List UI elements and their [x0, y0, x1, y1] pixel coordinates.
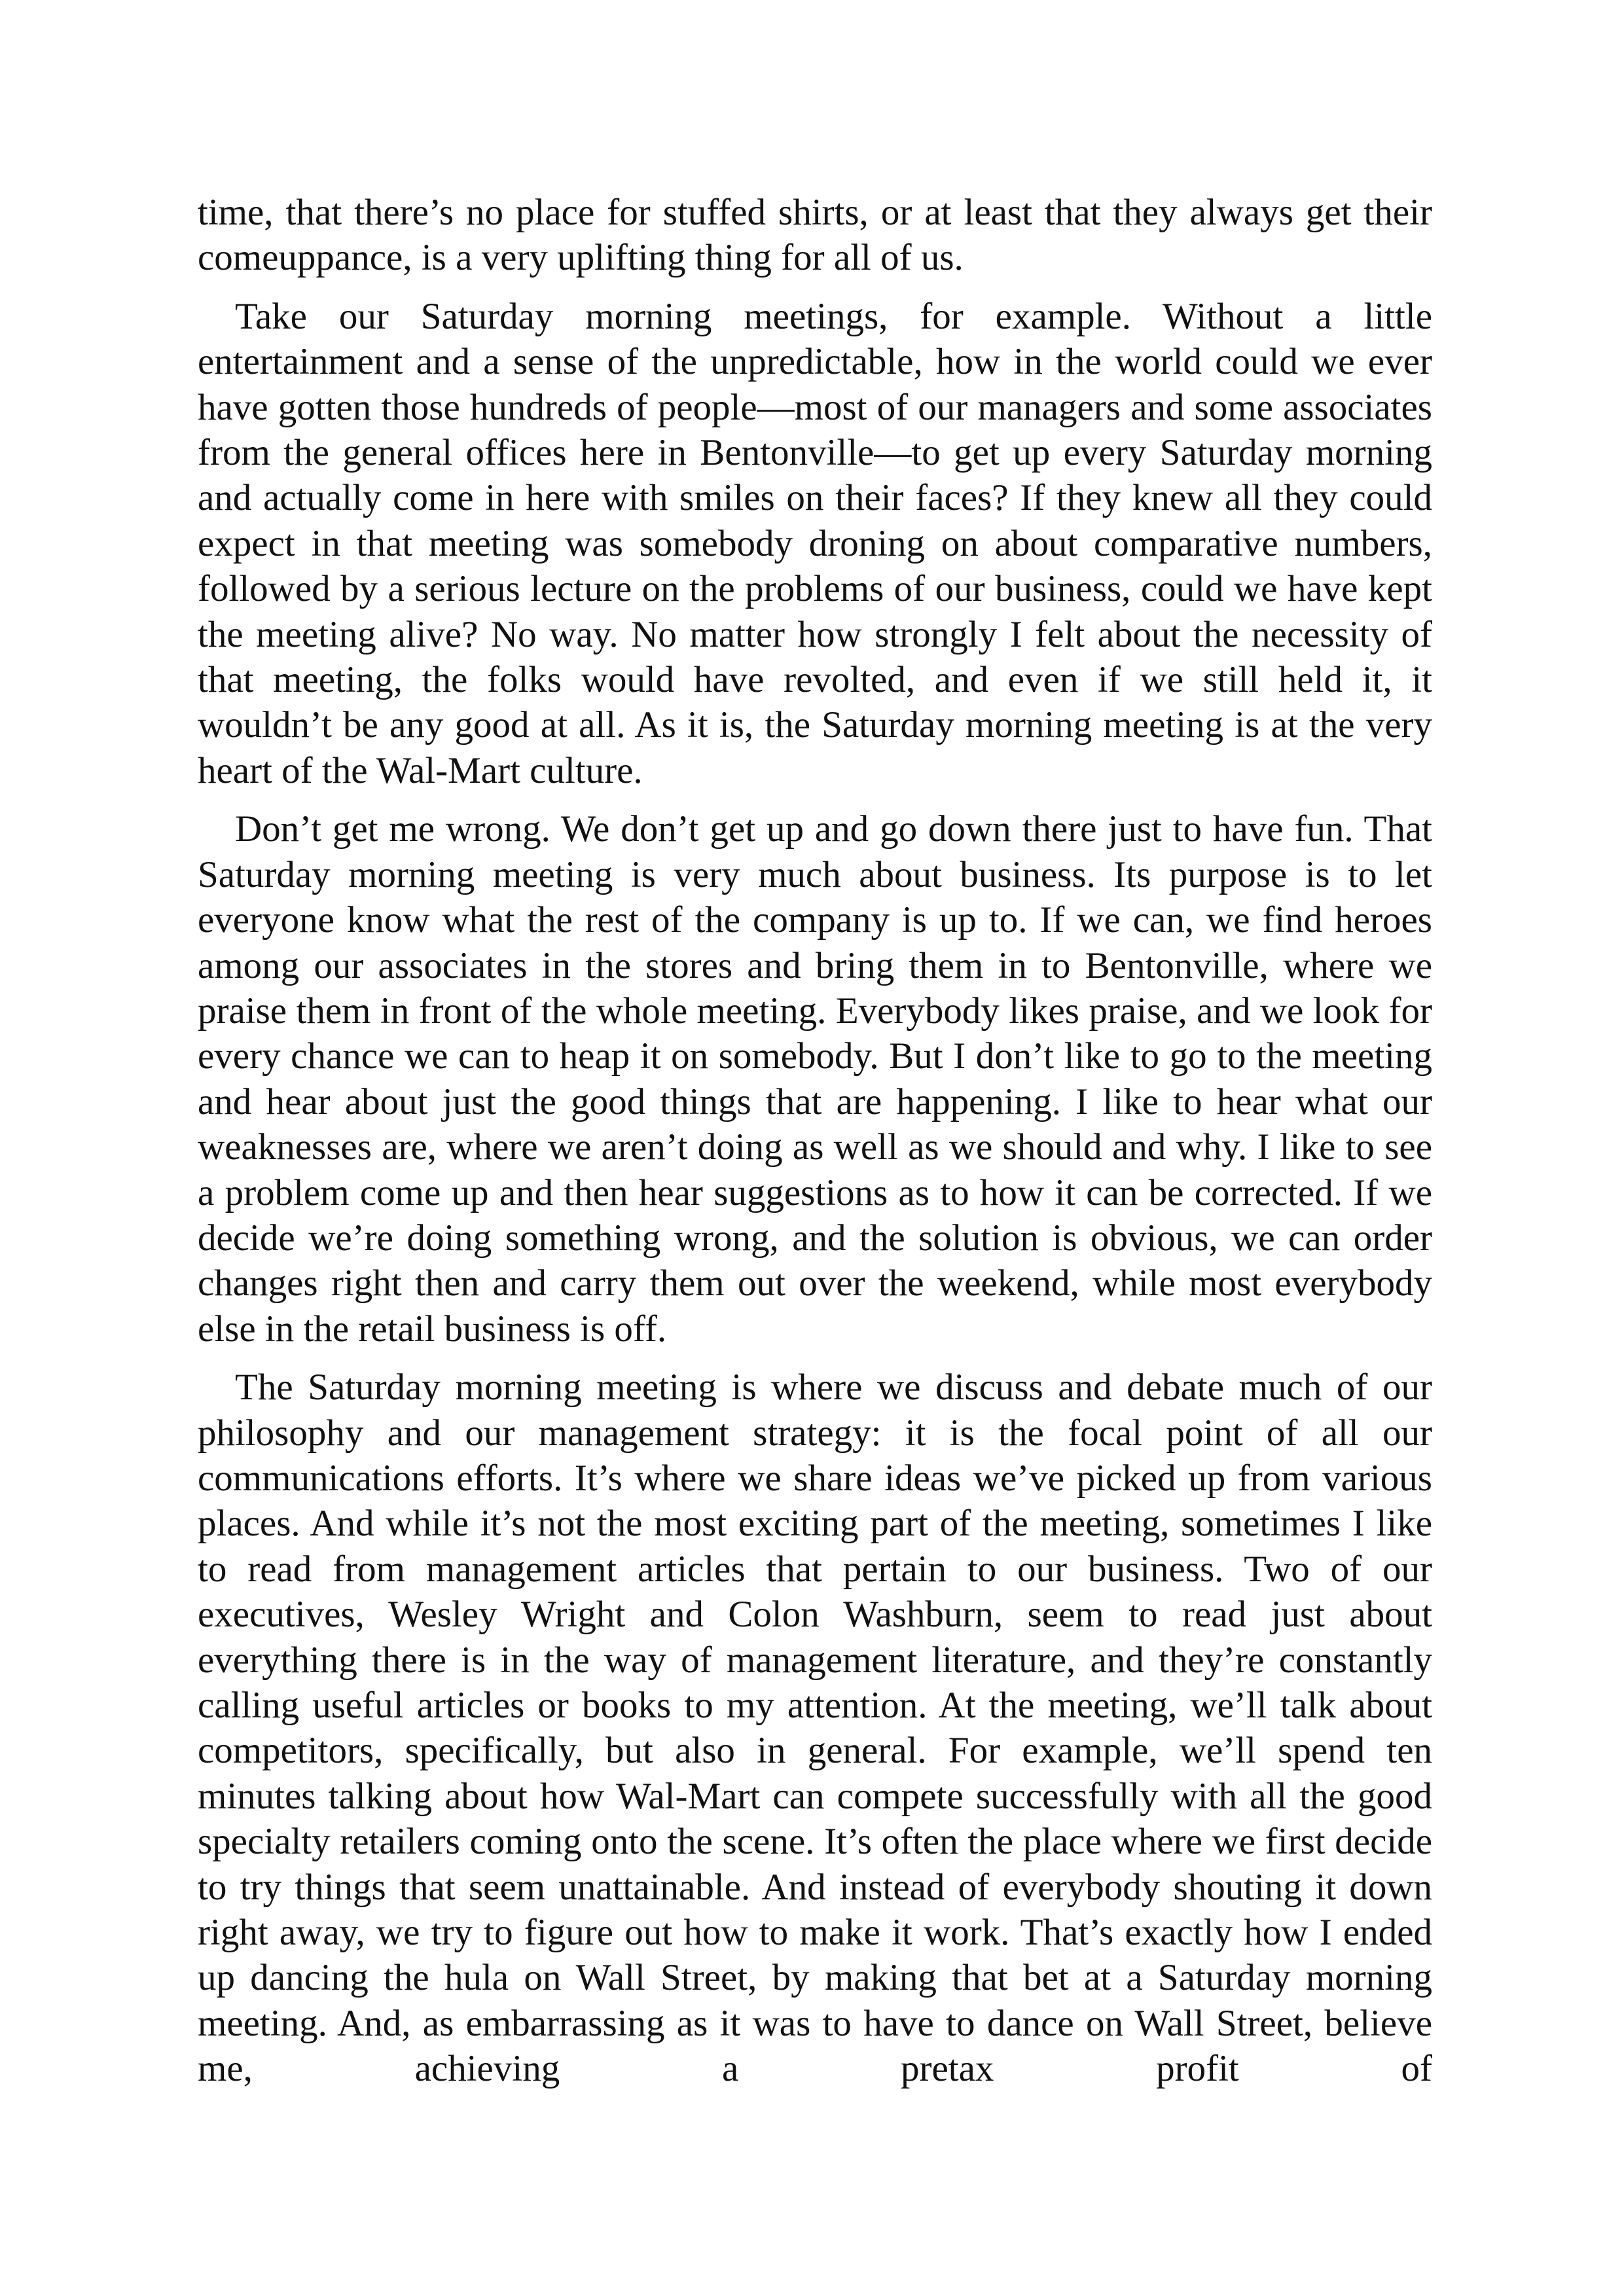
paragraph-philosophy: The Saturday morning meeting is where we discuss and debate much of our philosophy and our management strategy: it is the focal point of all our communications efforts. It’s where we share ideas we’ve picked up from various places. And while it’s not the most exciting part of the meeting, sometimes I like to read from management articles that pertain to our business. Two of our executives, Wesley Wright and Colon Washburn, seem to read just about everything there is in the way of management literature, and they’re constantly calling useful articles or books to my attention. At the meeting, we’ll talk about competitors, specifically, but also in general. For example, we’ll spend ten minutes talking about how Wal-Mart can compete successfully with all the good specialty retailers coming onto the scene. It’s often the place where we first decide to try things that seem unattainable. And instead of everybody shouting it down right away, we try to figure out how to make it work. That’s exactly how I ended up dancing the hula on Wall Street, by making that bet at a Saturday morning meeting. And, as embarrassing as it was to have to dance on Wall Street, believe me, achieving a pretax profit of	[198, 1367, 1432, 2090]
paragraph-about-business: Don’t get me wrong. We don’t get up and go down there just to have fun. That Saturday morning meeting is very much about business. Its purpose is to let everyone know what the rest of the company is up to. If we can, we find heroes among our associates in the stores and bring them in to Bentonville, where we praise them in front of the whole meeting. Everybody likes praise, and we look for every chance we can to heap it on somebody. But I don’t like to go to the meeting and hear about just the good things that are happening. I like to hear what our weaknesses are, where we aren’t doing as well as we should and why. I like to see a problem come up and then hear suggestions as to how it can be corrected. If we decide we’re doing something wrong, and the solution is obvious, we can order changes right then and carry them out over the weekend, while most everybody else in the retail business is off.	[198, 808, 1432, 1350]
paragraph-saturday-meetings: Take our Saturday morning meetings, for example. Without a little entertainment and a sense of the unpredictable, how in the world could we ever have gotten those hundreds of people—most of our managers and some associates from the general offices here in Bentonville—to get up every Saturday morning and actually come in here with smiles on their faces? If they knew all they could expect in that meeting was somebody droning on about comparative numbers, followed by a serious lecture on the problems of our business, could we have kept the meeting alive? No way. No matter how strongly I felt about the necessity of that meeting, the folks would have revolted, and even if we still held it, it wouldn’t be any good at all. As it is, the Saturday morning meeting is at the very heart of the Wal-Mart culture.	[198, 295, 1432, 791]
paragraph-continued: time, that there’s no place for stuffed shirts, or at least that they always get their comeuppance, is a very uplifting thing for all of us.	[198, 192, 1432, 279]
body-text	[198, 190, 1432, 2105]
